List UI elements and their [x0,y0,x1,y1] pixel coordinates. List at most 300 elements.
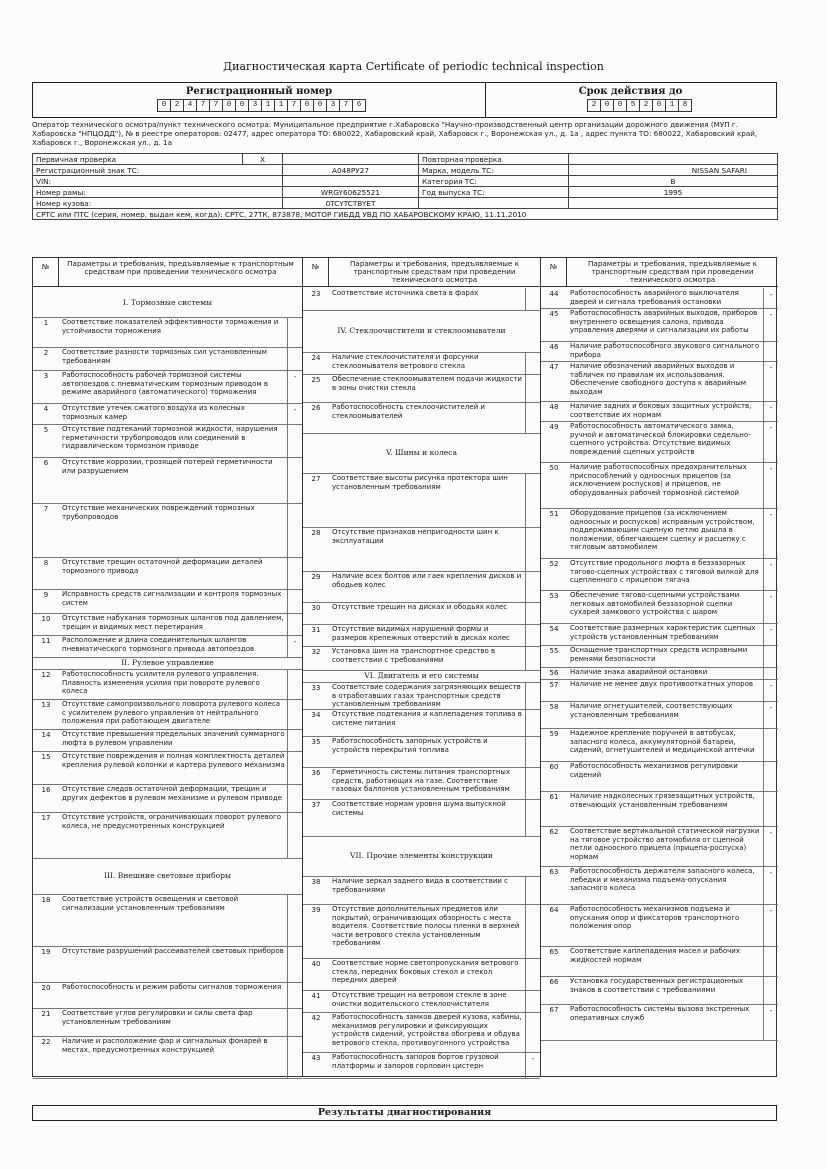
item-number: 53 [549,592,559,600]
item-number: 14 [41,731,51,739]
checklist-item [33,812,302,859]
primary-check-mark: X [243,154,283,165]
valid-until-label: Срок действия до [578,86,683,97]
item-text: Отсутствие трещин на дисках и ободьях колес [332,603,508,611]
item-text: Наличие огнетушителей, соответствующих установленным требованиям [570,702,733,719]
item-number: 45 [549,310,559,318]
item-result-cell [525,682,540,709]
checklist-item [303,473,540,528]
plate-label: Регистрационный знак ТС: [33,165,283,176]
item-text: Соответствие содержания загрязняющих веществ в отработавших газах транспортных средств установленным требованиям [332,683,521,709]
item-text: Отсутствие признаков непригодности шин к эксплуатации [332,528,499,545]
item-text: Работоспособность аварийных выходов, приборов внутреннего освещения салона, привода управления дверями и сигнализации их работы [570,309,758,335]
checklist-item [541,701,778,729]
checklist-item [33,403,302,425]
item-text: Наличие всех болтов или гаек крепления дисков и ободьев колес [332,572,522,589]
item-number: 58 [549,703,559,711]
item-result-cell: - [287,403,302,424]
item-number: 38 [311,878,321,886]
item-result-cell: - [763,308,778,341]
item-number: 66 [549,978,559,986]
item-result-cell [525,709,540,736]
item-text: Соответствие устройств освещения и световой сигнализации установленным требованиям [62,895,239,912]
item-text: Соответствие нормам уровня шума выпускной системы [332,800,506,817]
item-result-cell [525,736,540,767]
item-result-cell [525,646,540,670]
item-result-cell: - [763,623,778,645]
checklist-item [541,679,778,702]
item-number: 35 [311,738,321,746]
valid-until-digit: 0 [652,99,666,112]
item-number: 67 [549,1006,559,1014]
checklist-item [541,826,778,867]
item-text: Отсутствие набухания тормозных шлангов под давлением, трещин и видимых мест перетирания [62,614,284,631]
item-text: Работоспособность механизмов регулировки сидений [570,762,738,779]
item-number: 43 [311,1054,321,1062]
valid-until-digit: 0 [613,99,627,112]
item-text: Работоспособность замков дверей кузова, кабины, механизмов регулировки и фиксирующих устройств сидений, устройства обогрева и обдува ветрового стекла, противоугонного устройства [332,1013,522,1047]
body-label: Номер кузова: [33,198,283,209]
section-heading: VI. Двигатель и его системы [303,670,540,683]
item-number: 19 [41,948,51,956]
document-title: Диагностическая карта Certificate of periodic technical inspection [223,60,604,73]
reg-number-digit: 3 [326,99,340,112]
item-number: 28 [311,529,321,537]
reg-number-digit: 2 [170,99,184,112]
valid-until-digit: 8 [678,99,692,112]
item-result-cell [287,669,302,699]
reg-number-cell [33,83,486,117]
section-heading: VII. Прочие элементы конструкции [303,836,540,877]
item-result-cell [287,589,302,613]
item-result-cell [525,571,540,602]
category-label: Категория ТС: [419,176,569,187]
item-text: Наличие не менее двух противооткатных упоров [570,680,753,688]
reg-number-digit: 0 [313,99,327,112]
item-text: Отсутствие следов остаточной деформации, трещин и других дефектов в рулевом механизме и рулевом приводе [62,785,282,802]
item-result-cell: - [287,370,302,403]
checklist-item [541,791,778,827]
item-result-cell: - [763,288,778,308]
item-result-cell [287,812,302,858]
item-number: 10 [41,615,51,623]
frame-value: WRGY60625521 [283,187,419,198]
item-number: 46 [549,343,559,351]
checklist-item [33,669,302,700]
item-result-cell: - [763,1004,778,1040]
item-text: Отсутствие устройств, ограничивающих поворот рулевого колеса, не предусмотренных конструкцией [62,813,281,830]
checklist-item [541,728,778,762]
checklist-item [541,976,778,1005]
checklist-item [303,1012,540,1053]
checklist-item [303,767,540,800]
item-result-cell [525,402,540,433]
checklist-item [541,866,778,905]
item-result-cell: - [763,866,778,904]
item-number: 33 [311,684,321,692]
column-header [303,258,540,287]
item-text: Обеспечение стеклоомывателем подачи жидкости в зоны очистки стекла [332,375,522,392]
checklist-item [541,508,778,559]
item-number: 31 [311,626,321,634]
item-number: 64 [549,906,559,914]
item-number: 54 [549,625,559,633]
item-number: 40 [311,960,321,968]
item-number: 6 [43,459,49,467]
checklist-item [303,736,540,768]
checklist-item [541,361,778,402]
item-number: 12 [41,671,51,679]
item-text: Наличие обозначений аварийных выходов и табличек по правилам их использования. Обеспечение свободного доступа к аварийным выходам [570,362,747,396]
checklist-column-2 [303,258,541,1076]
item-text: Наличие знака аварийной остановки [570,668,708,676]
item-text: Наличие надколесных грязезащитных устройств, отвечающих установленным требованиям [570,792,755,809]
item-result-cell [525,624,540,646]
item-result-cell [287,1036,302,1078]
checklist-item [541,645,778,668]
section-heading: IV. Стеклоочистители и стеклоомыватели [303,310,540,353]
checklist-item [303,958,540,991]
item-text: Работоспособность запоров бортов грузовой платформы и запоров горловин цистерн [332,1053,499,1070]
item-number: 24 [311,354,321,362]
item-text: Оснащение транспортных средств исправными ремнями безопасности [570,646,748,663]
item-result-cell [525,527,540,571]
item-number: 7 [43,505,49,513]
category-value: B [569,176,778,187]
make-value: NISSAN SAFARI [569,165,778,176]
item-number: 59 [549,730,559,738]
item-text: Соответствие норме светопропускания ветрового стекла, передних боковых стекол и стекол передних дверей [332,959,519,985]
reg-number-digit: 3 [248,99,262,112]
valid-until-digit: 0 [600,99,614,112]
item-result-cell [287,503,302,557]
reg-number-digit: 7 [196,99,210,112]
item-text: Отсутствие продольного люфта в беззазорных тягово-сцепных устройствах с тяговой вилкой для сцепленного с прицепом тягача [570,559,759,585]
checklist-item [541,341,778,362]
item-result-cell: - [763,401,778,421]
valid-until-cell [485,83,776,117]
operator-info: Оператор технического осмотра/пункт технического осмотра: Муниципальное предприятие г.Хабаровска "Научно-производственный центр организации дорожного движения (МУП г. Хабаровска "НПЦОДД"), № в реестре операторов: 02477, адрес оператора ТО: 680022, Хабаровский край, Хабаровск г., Воронежская ул., д. 1а , адрес пункта ТО: 680022, Хабаровский край, Хабаровск г., Воронежская ул., д. 1а [32,120,758,147]
item-text: Работоспособность автоматического замка, ручной и автоматической блокировки седельно-сцепного устройства. Отсутствие видимых повреждений сцепных устройств [570,422,751,456]
item-result-cell [287,751,302,784]
item-number: 13 [41,701,51,709]
reg-number-digit: 1 [274,99,288,112]
item-text: Отсутствие превышения предельных значений суммарного люфта в рулевом управлении [62,730,285,747]
item-number: 22 [41,1038,51,1046]
checklist-item [541,308,778,342]
checklist-item [33,1036,302,1079]
item-number: 3 [43,372,49,380]
item-number: 11 [41,637,51,645]
item-number: 25 [311,376,321,384]
checklist-item [303,876,540,905]
checklist-item [33,751,302,785]
item-text: Соответствие углов регулировки и силы света фар установленным требованиям [62,1009,253,1026]
column-header-number: № [33,258,59,286]
item-result-cell [287,729,302,751]
checklist-item [303,682,540,710]
item-result-cell [525,602,540,624]
item-result-cell [287,784,302,812]
item-text: Отсутствие трещин на ветровом стекле в зоне очистки водительского стеклоочистителя [332,991,507,1008]
item-text: Отсутствие подтекания и каплепадения топлива в системе питания [332,710,522,727]
item-text: Отсутствие видимых нарушений формы и размеров крепежных отверстий в дисках колес [332,625,510,642]
vin-value [283,176,419,187]
item-text: Работоспособность запорных устройств и устройств перекрытия топлива [332,737,488,754]
repeat-check-label: Повторная проверка [419,154,569,165]
item-result-cell: - [763,904,778,946]
item-text: Отсутствие коррозии, грозящей потерей герметичности или разрушением [62,458,273,475]
checklist-item [33,699,302,730]
item-result-cell [763,645,778,667]
checklist-item [303,904,540,959]
item-result-cell [525,374,540,402]
checklist-item [303,527,540,572]
checklist-item [33,613,302,636]
plate-value: А048РУ27 [283,165,419,176]
column-header [33,258,302,287]
item-number: 44 [549,290,559,298]
item-text: Соответствие разности тормозных сил установленным требованиям [62,348,267,365]
item-number: 56 [549,669,559,677]
item-result-cell [525,288,540,310]
reg-number-digit: 0 [222,99,236,112]
reg-number-digits [157,99,365,112]
checklist-item [541,1004,778,1041]
item-text: Соответствие показателей эффективности торможения и устойчивости торможения [62,318,279,335]
item-result-cell [287,894,302,946]
inspection-checklist [32,257,777,1077]
item-number: 29 [311,573,321,581]
item-text: Расположение и длина соединительных шлангов пневматического тормозного привода автопоездов [62,636,255,653]
checklist-item [541,401,778,422]
checklist-item [541,904,778,947]
item-number: 34 [311,711,321,719]
item-result-cell: - [763,508,778,558]
item-result-cell [287,1008,302,1036]
reg-number-digit: 1 [261,99,275,112]
item-text: Отсутствие трещин остаточной деформации деталей тормозного привода [62,558,263,575]
item-text: Отсутствие утечек сжатого воздуха из колесных тормозных камер [62,404,245,421]
item-number: 48 [549,403,559,411]
results-heading: Результаты диагностирования [32,1105,777,1121]
item-number: 1 [43,319,49,327]
item-result-cell [525,352,540,374]
item-number: 9 [43,591,49,599]
item-number: 39 [311,906,321,914]
item-result-cell [525,958,540,990]
item-result-cell [763,791,778,826]
item-number: 52 [549,560,559,568]
item-result-cell: - [287,635,302,657]
item-number: 47 [549,363,559,371]
checklist-item [541,558,778,591]
item-result-cell [525,876,540,904]
item-number: 32 [311,648,321,656]
checklist-item [33,982,302,1009]
item-number: 23 [311,290,321,298]
item-number: 65 [549,948,559,956]
checklist-item [33,635,302,658]
checklist-item [303,1052,540,1079]
item-text: Соответствие вертикальной статической нагрузки на тяговое устройство автомобиля от сцепной петли одноосного прицепа (прицепа-роспуска) нормам [570,827,760,861]
checklist-item [541,761,778,792]
column-header [541,258,778,287]
item-result-cell [763,976,778,1004]
item-text: Работоспособность держателя запасного колеса, лебедки и механизма подъема-опускания запасного колеса [570,867,755,893]
checklist-item [33,424,302,458]
item-number: 62 [549,828,559,836]
checklist-item [33,370,302,404]
year-label: Год выпуска ТС: [419,187,569,198]
item-text: Отсутствие дополнительных предметов или покрытий, ограничивающих обзорность с места водителя. Соответствие полосы пленки в верхней части ветрового стекла установленным требованиям [332,905,520,948]
checklist-column-3 [541,258,778,1076]
item-text: Соответствие размерных характеристик сцепных устройств установленным требованиям [570,624,756,641]
item-result-cell: - [763,361,778,401]
item-result-cell: - [525,1052,540,1078]
item-number: 2 [43,349,49,357]
item-result-cell: - [763,590,778,623]
item-result-cell [525,767,540,799]
item-text: Работоспособность аварийного выключателя дверей и сигнала требования остановки [570,289,739,306]
checklist-item [303,709,540,737]
item-text: Обеспечение тягово-сцепными устройствами легковых автомобилей беззазорной сцепки сухарей замкового устройства с шаром [570,591,740,617]
checklist-item [541,946,778,977]
item-result-cell [287,557,302,589]
reg-number-digit: 6 [352,99,366,112]
item-number: 61 [549,793,559,801]
section-heading: I. Тормозные системы [33,288,302,318]
vehicle-info-table [32,153,778,220]
reg-number-digit: 7 [339,99,353,112]
checklist-item [303,374,540,403]
reg-number-digit: 0 [235,99,249,112]
reg-number-digit: 4 [183,99,197,112]
checklist-item [303,646,540,671]
item-result-cell [287,317,302,347]
checklist-column-1 [33,258,303,1076]
item-text: Установка шин на транспортное средство в соответствии с требованиями [332,647,496,664]
checklist-item [541,623,778,646]
item-result-cell: - [763,558,778,590]
item-result-cell [287,946,302,982]
column-header-params: Параметры и требования, предъявляемые к транспортным средствам при проведении технического осмотра [350,259,519,284]
checklist-item [541,421,778,463]
item-text: Отсутствие разрушений рассеивателей световых приборов [62,947,284,955]
item-text: Надежное крепление поручней в автобусах, запасного колеса, аккумуляторной батареи, сидений, огнетушителей и медицинской аптечки [570,729,755,755]
item-number: 55 [549,647,559,655]
checklist-item [33,457,302,504]
checklist-item [33,347,302,371]
valid-until-digit: 2 [639,99,653,112]
item-text: Работоспособность системы вызова экстренных оперативных служб [570,1005,750,1022]
checklist-item [33,1008,302,1037]
body-value: 0TCYTCTBYET [283,198,419,209]
item-number: 4 [43,405,49,413]
checklist-item [33,729,302,752]
reg-number-label: Регистрационный номер [185,86,333,97]
valid-until-digit: 1 [665,99,679,112]
checklist-item [33,784,302,813]
item-result-cell [525,1012,540,1052]
srts-info: СРТС или ПТС (серия, номер, выдан кем, когда): СРТС, 27ТК, 873878, МОТОР ГИБДД УВД ПО ХАБАРОВСКОМУ КРАЮ, 11.11.2010 [33,209,778,220]
item-number: 51 [549,510,559,518]
item-text: Работоспособность рабочей тормозной системы автопоездов с пневматическим тормозным приводом в режиме аварийного (автоматического) торможения [62,371,268,397]
item-text: Оборудование прицепов (за исключением одноосных и роспусков) исправным устройством, поддерживающим сцепную петлю дышла в положении, облегчающем сцепку и расцепку с тягловым автомобилем [570,509,755,552]
item-text: Наличие задних и боковых защитных устройств, соответствие их нормам [570,402,752,419]
item-result-cell [525,799,540,836]
item-number: 50 [549,464,559,472]
item-text: Установка государственных регистрационных знаков в соответствии с требованиями [570,977,744,994]
item-result-cell [287,982,302,1008]
item-number: 15 [41,753,51,761]
item-result-cell: - [763,462,778,508]
valid-until-digit: 5 [626,99,640,112]
item-result-cell [525,904,540,958]
checklist-item [33,557,302,590]
item-text: Отсутствие подтеканий тормозной жидкости, нарушения герметичности трубопроводов или соединений в гидравлическом тормозном приводе [62,425,278,451]
section-heading: II. Рулевое управление [33,657,302,670]
checklist-item [303,288,540,311]
item-result-cell: - [763,826,778,866]
item-number: 27 [311,475,321,483]
make-label: Марка, модель ТС: [419,165,569,176]
valid-until-digits [587,99,691,112]
item-number: 49 [549,423,559,431]
item-text: Отсутствие повреждения и полная комплектность деталей крепления рулевой колонки и картера рулевого механизма [62,752,285,769]
reg-number-digit: 0 [157,99,171,112]
checklist-item [303,571,540,603]
item-text: Исправность средств сигнализации и контроля тормозных систем [62,590,282,607]
item-number: 60 [549,763,559,771]
column-header-number: № [303,258,329,286]
column-header-number: № [541,258,567,286]
checklist-item [33,894,302,947]
item-result-cell [763,761,778,791]
item-result-cell [525,473,540,527]
item-text: Соответствие каплепадения масел и рабочих жидкостей нормам [570,947,740,964]
item-text: Наличие работоспособного звукового сигнального прибора [570,342,760,359]
checklist-item [33,589,302,614]
reg-number-digit: 7 [209,99,223,112]
item-text: Работоспособность и режим работы сигналов торможения [62,983,282,991]
item-number: 8 [43,559,49,567]
checklist-item [33,946,302,983]
item-number: 63 [549,868,559,876]
primary-check-label: Первичная проверка [33,154,243,165]
item-number: 21 [41,1010,51,1018]
item-number: 41 [311,992,321,1000]
item-text: Соответствие высоты рисунка протектора шин установленным требованиям [332,474,508,491]
item-number: 17 [41,814,51,822]
item-text: Наличие стеклоочистителя и форсунки стеклоомывателя ветрового стекла [332,353,479,370]
item-result-cell [287,347,302,370]
item-result-cell [525,990,540,1012]
checklist-item [33,317,302,348]
item-result-cell [287,699,302,729]
item-text: Наличие зеркал заднего вида в соответствии с требованиями [332,877,509,894]
item-number: 26 [311,404,321,412]
item-text: Работоспособность усилителя рулевого управления. Плавность изменения усилия при повороте рулевого колеса [62,670,260,696]
section-heading: V. Шины и колеса [303,433,540,474]
item-text: Герметичность системы питания транспортных средств, работающих на газе. Соответствие газовых баллонов установленным требованиям [332,768,511,794]
item-text: Наличие работоспособных предохранительных приспособлений у одноосных прицепов (за исключением роспусков) и прицепов, не оборудованных рабочей тормозной системой [570,463,747,497]
item-number: 16 [41,786,51,794]
item-result-cell [287,424,302,457]
checklist-item [303,624,540,647]
checklist-item [541,590,778,624]
checklist-item [303,352,540,375]
